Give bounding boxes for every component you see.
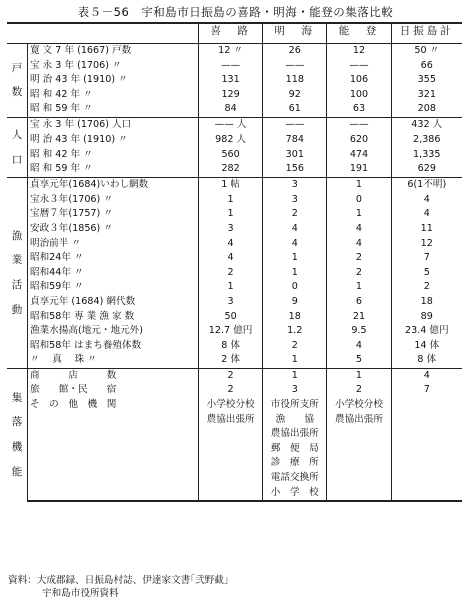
value-cell: 26	[263, 44, 327, 59]
table-row	[7, 280, 462, 295]
value-cell: ——	[327, 117, 391, 132]
value-cell: 1	[327, 280, 391, 295]
table-row	[7, 295, 462, 310]
row-label: 昭和44年 〃	[28, 266, 199, 281]
value-cell: 市役所支所	[263, 398, 327, 413]
row-label: 旅 館・民 宿	[28, 383, 199, 398]
value-cell	[391, 398, 462, 413]
value-cell: ——	[263, 59, 327, 74]
row-label: 漁業水揚高(地元・地元外)	[28, 324, 199, 339]
row-label	[28, 427, 199, 442]
row-label: 昭和58年 はまち養殖体数	[28, 339, 199, 354]
value-cell: 63	[327, 102, 391, 117]
value-cell: 2	[327, 251, 391, 266]
value-cell: ——	[199, 59, 263, 74]
value-cell: 3	[199, 222, 263, 237]
table-row	[7, 178, 462, 193]
value-cell: 156	[263, 162, 327, 177]
value-cell: 21	[327, 310, 391, 325]
header-cell: 日振島計	[391, 23, 462, 44]
value-cell: 3	[263, 178, 327, 193]
value-cell: 小 学 校	[263, 486, 327, 502]
value-cell: 1	[327, 178, 391, 193]
value-cell: 2	[263, 207, 327, 222]
source-line-1: 資料：大成郡録、日振島村誌、伊達家文書｢弐野截｣	[8, 575, 229, 586]
row-label: 寛 文 7 年 (1667) 戸数	[28, 44, 199, 59]
value-cell: 1	[263, 368, 327, 383]
value-cell: 4	[263, 237, 327, 252]
value-cell: 1	[199, 193, 263, 208]
row-label: 昭 和 42 年 〃	[28, 88, 199, 103]
value-cell: 1,335	[413, 148, 441, 160]
value-cell: 89	[420, 310, 433, 322]
value-cell	[391, 442, 462, 457]
value-cell: 2	[327, 383, 391, 398]
table-row	[7, 353, 462, 368]
value-cell	[391, 471, 462, 486]
row-label: 昭 和 42 年 〃	[28, 148, 199, 163]
row-label: 〃 真 珠 〃	[28, 353, 199, 368]
value-cell	[391, 486, 462, 502]
value-cell: 100	[327, 88, 391, 103]
value-cell: 5	[327, 353, 391, 368]
value-cell: 4	[199, 251, 263, 266]
row-label: 貞享元年 (1684) 網代数	[28, 295, 199, 310]
table-row	[7, 88, 462, 103]
row-label: 宝暦７年(1757) 〃	[28, 207, 199, 222]
value-cell: 129	[199, 88, 263, 103]
value-cell: 61	[263, 102, 327, 117]
value-cell: 2	[263, 339, 327, 354]
table-row	[7, 427, 462, 442]
value-cell: 84	[199, 102, 263, 117]
value-cell: 982 人	[199, 133, 263, 148]
value-cell	[199, 471, 263, 486]
value-cell: 92	[263, 88, 327, 103]
row-label: 昭和59年 〃	[28, 280, 199, 295]
header-row	[7, 23, 462, 44]
value-cell: 3	[199, 295, 263, 310]
value-cell: 電話交換所	[263, 471, 327, 486]
value-cell: 1	[263, 266, 327, 281]
value-cell: 106	[327, 73, 391, 88]
table-row	[7, 442, 462, 457]
value-cell: —— 人	[199, 117, 263, 132]
value-cell: 7	[423, 384, 430, 396]
table-row	[7, 413, 462, 428]
value-cell: 629	[417, 163, 436, 175]
row-label	[28, 456, 199, 471]
value-cell: 23.4 億円	[404, 325, 449, 337]
source-line-2: 宇和島市役所資料	[42, 588, 119, 599]
value-cell: 1	[263, 353, 327, 368]
value-cell: 6(1不明)	[391, 178, 462, 193]
value-cell: 2	[327, 266, 391, 281]
value-cell: 3	[263, 193, 327, 208]
value-cell: 2 体	[199, 353, 263, 368]
value-cell: 355	[417, 74, 436, 86]
table-row	[7, 102, 462, 117]
value-cell: 432 人	[391, 117, 462, 132]
value-cell: 50 〃	[414, 45, 440, 56]
row-label: 昭 和 59 年 〃	[28, 162, 199, 177]
value-cell: ——	[327, 59, 391, 74]
header-cell: 明 海	[263, 23, 327, 44]
value-cell: 9.5	[327, 324, 391, 339]
value-cell: 2,386	[413, 133, 441, 145]
value-cell: 12	[327, 44, 391, 59]
value-cell: 8 体	[417, 354, 437, 366]
table-row	[7, 222, 462, 237]
header-cell: 能 登	[327, 23, 391, 44]
table-row	[7, 310, 462, 325]
value-cell: 農協出張所	[199, 413, 263, 428]
value-cell: 4	[423, 208, 430, 220]
value-cell	[199, 486, 263, 502]
table-row	[7, 324, 462, 339]
value-cell: 321	[417, 88, 436, 100]
value-cell: 8 体	[199, 339, 263, 354]
value-cell: 4	[263, 222, 327, 237]
value-cell	[199, 427, 263, 442]
value-cell: 1.2	[263, 324, 327, 339]
value-cell: 4	[423, 193, 430, 205]
value-cell: 9	[263, 295, 327, 310]
table-row	[7, 368, 462, 383]
value-cell: 118	[263, 73, 327, 88]
value-cell: 12.7 億円	[199, 324, 263, 339]
value-cell: 301	[263, 148, 327, 163]
row-label: 昭和58年 専 業 漁 家 数	[28, 310, 199, 325]
row-label	[28, 471, 199, 486]
value-cell: 小学校分校	[327, 398, 391, 413]
table-row	[7, 207, 462, 222]
table-row	[7, 339, 462, 354]
value-cell: 2	[199, 266, 263, 281]
value-cell: 1 帖	[199, 178, 263, 193]
value-cell: 診 療 所	[263, 456, 327, 471]
row-label: 宝 永 3 年 (1706) 人口	[28, 117, 199, 132]
value-cell: 1	[327, 368, 391, 383]
value-cell: 12 〃	[199, 44, 263, 59]
row-label: 安政３年(1856) 〃	[28, 222, 199, 237]
row-label	[28, 413, 199, 428]
table-title: 表５－56 宇和島市日振島の喜路・明海・能登の集落比較	[77, 5, 394, 19]
value-cell: 漁 協	[263, 413, 327, 428]
value-cell: 474	[327, 148, 391, 163]
table-row	[7, 59, 462, 74]
row-label: 宝永３年(1706) 〃	[28, 193, 199, 208]
value-cell	[391, 413, 462, 428]
value-cell: 4	[391, 368, 462, 383]
value-cell: 191	[327, 162, 391, 177]
table-row	[7, 73, 462, 88]
value-cell: 郵 便 局	[263, 442, 327, 457]
table-row	[7, 44, 462, 59]
value-cell: 11	[420, 222, 433, 234]
value-cell: 560	[199, 148, 263, 163]
table-row	[7, 162, 462, 177]
section-label: 人 口	[7, 117, 28, 177]
value-cell: 小学校分校	[199, 398, 263, 413]
value-cell: 6	[327, 295, 391, 310]
value-cell: 農協出張所	[263, 427, 327, 442]
section-label: 漁 業 活 動	[7, 178, 28, 369]
section-label: 集 落 機 能	[7, 368, 28, 501]
value-cell	[327, 486, 391, 502]
table-row	[7, 193, 462, 208]
row-label: 昭和24年 〃	[28, 251, 199, 266]
header-cell: 喜 路	[199, 23, 263, 44]
value-cell: 4	[327, 237, 391, 252]
value-cell: 208	[417, 103, 436, 115]
header-corner	[7, 23, 199, 44]
value-cell: 131	[199, 73, 263, 88]
table-row	[7, 398, 462, 413]
table-row	[7, 383, 462, 398]
value-cell: 14 体	[414, 339, 440, 351]
value-cell	[391, 456, 462, 471]
row-label: 宝 永 3 年 (1706) 〃	[28, 59, 199, 74]
table-row	[7, 133, 462, 148]
value-cell: 2	[199, 383, 263, 398]
value-cell: 5	[423, 266, 430, 278]
value-cell: 2	[199, 368, 263, 383]
row-label	[28, 442, 199, 457]
value-cell	[327, 471, 391, 486]
value-cell: 12	[420, 237, 433, 249]
value-cell: 2	[423, 281, 430, 293]
value-cell	[327, 456, 391, 471]
value-cell: 1	[199, 280, 263, 295]
source-note	[8, 574, 229, 600]
value-cell: 50	[199, 310, 263, 325]
value-cell: 784	[263, 133, 327, 148]
value-cell: 18	[420, 295, 433, 307]
table-row	[7, 486, 462, 502]
value-cell: 4	[327, 339, 391, 354]
value-cell: 4	[327, 222, 391, 237]
value-cell	[199, 456, 263, 471]
section-label: 戸 数	[7, 44, 28, 118]
value-cell	[327, 442, 391, 457]
row-label: 昭 和 59 年 〃	[28, 102, 199, 117]
table-row	[7, 117, 462, 132]
table-row	[7, 471, 462, 486]
value-cell: 7	[423, 252, 430, 264]
value-cell: 0	[263, 280, 327, 295]
value-cell: 620	[327, 133, 391, 148]
table-row	[7, 251, 462, 266]
value-cell: 1	[199, 207, 263, 222]
settlement-comparison-table	[7, 22, 462, 502]
value-cell: 1	[263, 251, 327, 266]
value-cell: 66	[420, 59, 433, 71]
value-cell: 4	[199, 237, 263, 252]
value-cell: 3	[263, 383, 327, 398]
value-cell	[391, 427, 462, 442]
value-cell: 0	[327, 193, 391, 208]
row-label: 貞享元年(1684)いわし網数	[28, 178, 199, 193]
row-label: 明治前半 〃	[28, 237, 199, 252]
row-label: 明 治 43 年 (1910) 〃	[28, 133, 199, 148]
table-row	[7, 456, 462, 471]
value-cell: 18	[263, 310, 327, 325]
row-label	[28, 486, 199, 502]
value-cell: 282	[199, 162, 263, 177]
row-label: そ の 他 機 関	[28, 398, 199, 413]
table-row	[7, 148, 462, 163]
value-cell	[199, 442, 263, 457]
table-row	[7, 266, 462, 281]
value-cell: 農協出張所	[327, 413, 391, 428]
value-cell: 1	[327, 207, 391, 222]
row-label: 商 店 数	[28, 368, 199, 383]
row-label: 明 治 43 年 (1910) 〃	[28, 73, 199, 88]
value-cell: ——	[263, 117, 327, 132]
value-cell	[327, 427, 391, 442]
table-row	[7, 237, 462, 252]
